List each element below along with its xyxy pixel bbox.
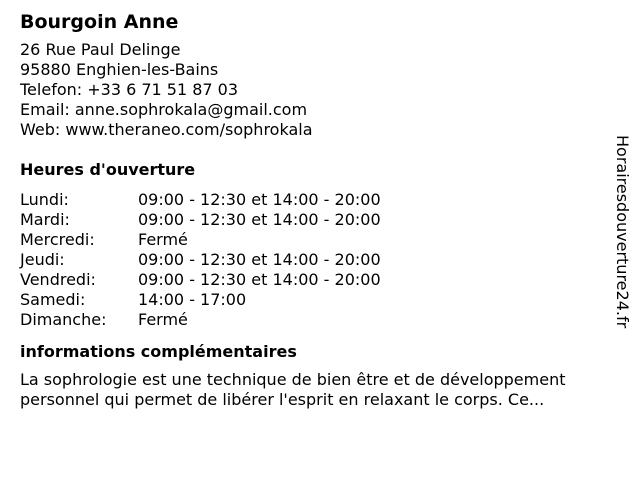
day-label: Mardi:: [20, 210, 70, 229]
hours-row-saturday: [20, 290, 610, 310]
web-line: Web: www.theraneo.com/sophrokala: [20, 120, 313, 139]
time-value: Fermé: [138, 310, 188, 329]
time-value: 14:00 - 17:00: [138, 290, 247, 309]
day-label: Vendredi:: [20, 270, 96, 289]
day-label: Jeudi:: [20, 250, 65, 269]
hours-row-tuesday: [20, 210, 610, 230]
hours-row-wednesday: [20, 230, 610, 250]
address-line-2: 95880 Enghien-les-Bains: [20, 60, 219, 79]
hours-row-thursday: [20, 250, 610, 270]
email-line: Email: anne.sophrokala@gmail.com: [20, 100, 308, 119]
address-line-1: 26 Rue Paul Delinge: [20, 40, 181, 59]
extra-info-text: La sophrologie est une technique de bien être et de développement personnel qui permet de libérer l'esprit en relaxant le corps. Ce...: [20, 370, 566, 409]
time-value: 09:00 - 12:30 et 14:00 - 20:00: [138, 250, 381, 269]
day-label: Lundi:: [20, 190, 69, 209]
phone-line: Telefon: +33 6 71 51 87 03: [20, 80, 239, 99]
watermark-text: Horairesdouverture24.fr: [613, 135, 632, 329]
time-value: 09:00 - 12:30 et 14:00 - 20:00: [138, 190, 381, 209]
extra-info-title: informations complémentaires: [20, 342, 297, 361]
time-value: 09:00 - 12:30 et 14:00 - 20:00: [138, 210, 381, 229]
hours-row-friday: [20, 270, 610, 290]
hours-row-sunday: [20, 310, 610, 330]
opening-hours-title: Heures d'ouverture: [20, 160, 196, 179]
day-label: Dimanche:: [20, 310, 107, 329]
business-name: Bourgoin Anne: [20, 11, 179, 33]
day-label: Samedi:: [20, 290, 86, 309]
time-value: 09:00 - 12:30 et 14:00 - 20:00: [138, 270, 381, 289]
hours-row-monday: [20, 190, 610, 210]
opening-hours-list: [20, 190, 610, 330]
time-value: Fermé: [138, 230, 188, 249]
business-card: [20, 8, 610, 410]
day-label: Mercredi:: [20, 230, 95, 249]
